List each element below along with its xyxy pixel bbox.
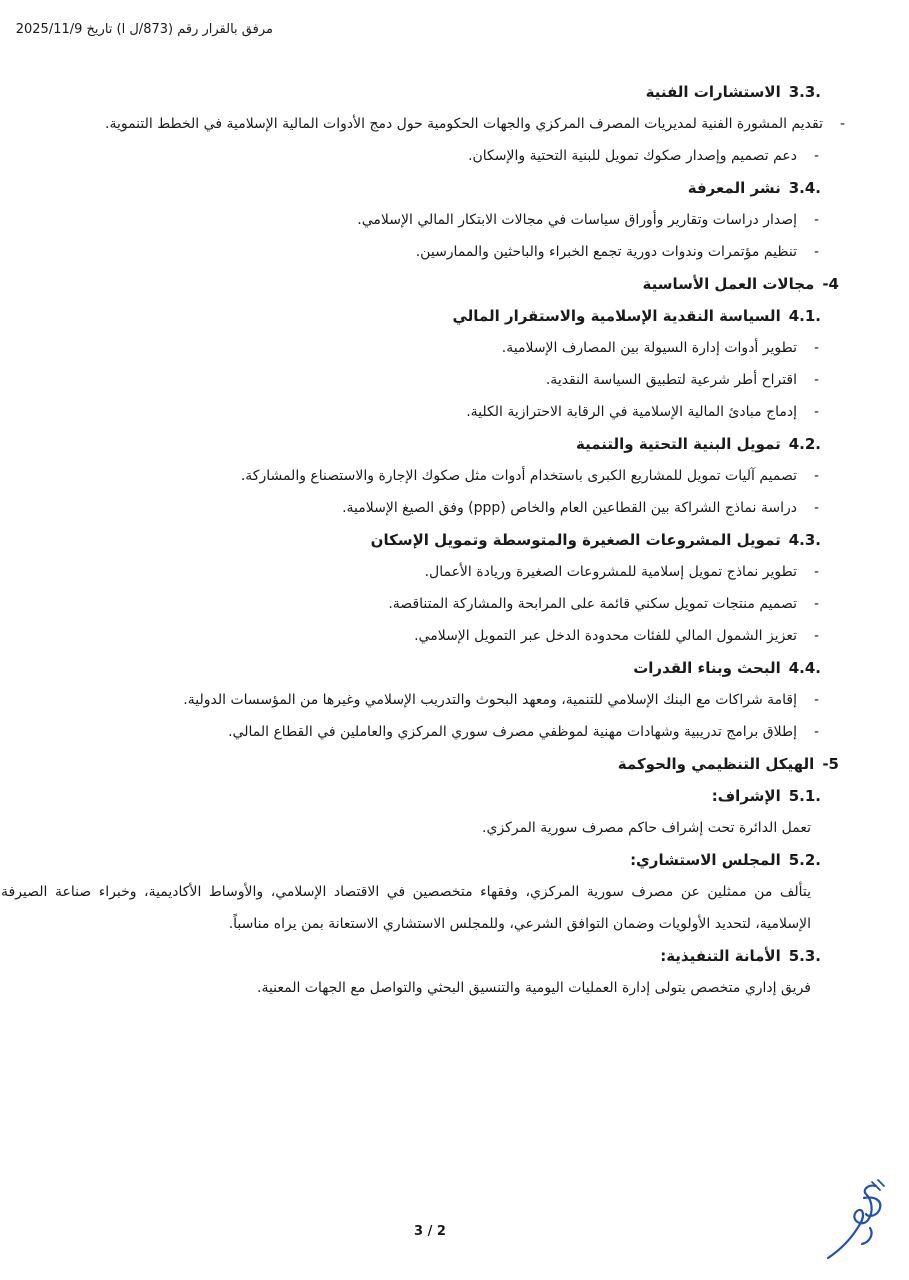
section-4-3-heading	[61, 524, 821, 556]
section-title: الإشراف:	[711, 787, 781, 805]
section-5-1-text: تعمل الدائرة تحت إشراف حاكم مصرف سورية المركزي.	[482, 820, 811, 836]
bullet-item: - تقديم المشورة الفنية لمديريات المصرف المركزي والجهات الحكومية حول دمج الأدوات المالية الإسلامية في الخطط التنموية.	[17, 108, 847, 140]
bullet-item: - تصميم منتجات تمويل سكني قائمة على المرابحة والمشاركة المتناقصة.	[61, 588, 821, 620]
bullet-item: - اقتراح أطر شرعية لتطبيق السياسة النقدية.	[61, 364, 821, 396]
bullet-item: - إطلاق برامج تدريبية وشهادات مهنية لموظفي مصرف سوري المركزي والعاملين في القطاع المالي.	[61, 716, 821, 748]
bullet-item: - إصدار دراسات وتقارير وأوراق سياسات في مجالات الابتكار المالي الإسلامي.	[61, 204, 821, 236]
section-number: 3.4.	[788, 179, 821, 197]
bullet-item: - إدماج مبادئ المالية الإسلامية في الرقابة الاحترازية الكلية.	[61, 396, 821, 428]
section-title: تمويل المشروعات الصغيرة والمتوسطة وتمويل الإسكان	[370, 531, 781, 549]
attachment-note: مرفق بالقرار رقم (873/ل ا) تاريخ 2025/11/9	[15, 22, 273, 37]
section-number: 4.3.	[788, 531, 821, 549]
section-title: تمويل البنية التحتية والتنمية	[576, 435, 781, 453]
bullet-item: - تنظيم مؤتمرات وندوات دورية تجمع الخبراء والباحثين والممارسين.	[61, 236, 821, 268]
section-title: الأمانة التنفيذية:	[660, 947, 781, 965]
handwritten-signature-icon	[822, 1178, 894, 1264]
bullet-item: - تطوير نماذج تمويل إسلامية للمشروعات الصغيرة وريادة الأعمال.	[61, 556, 821, 588]
section-number: -5	[822, 755, 839, 773]
section-5-heading	[61, 748, 839, 780]
section-5-2-heading	[61, 844, 821, 876]
bullet-item: - دعم تصميم وإصدار صكوك تمويل للبنية التحتية والإسكان.	[61, 140, 821, 172]
section-4-1-heading	[61, 300, 821, 332]
section-4-4-heading	[61, 652, 821, 684]
section-title: الهيكل التنظيمي والحوكمة	[617, 755, 815, 773]
section-number: 3.3.	[788, 83, 821, 101]
section-number: 5.2.	[788, 851, 821, 869]
section-3-3-heading	[61, 76, 821, 108]
section-title: مجالات العمل الأساسية	[642, 275, 815, 293]
section-number: 5.1.	[788, 787, 821, 805]
page-content	[1, 76, 839, 1004]
section-number: 4.4.	[788, 659, 821, 677]
section-5-3-heading	[61, 940, 821, 972]
section-number: 4.2.	[788, 435, 821, 453]
section-4-2-heading	[61, 428, 821, 460]
bullet-item: - تطوير أدوات إدارة السيولة بين المصارف الإسلامية.	[61, 332, 821, 364]
section-number: -4	[822, 275, 839, 293]
section-5-2-text: يتألف من ممثلين عن مصرف سورية المركزي، وفقهاء متخصصين في الاقتصاد الإسلامي، والأوساط الأكاديمية، وخبراء صناعة الصيرفة الإسلامية، لتحديد الأولويات وضمان التوافق الشرعي، وللمجلس الاستشاري الاستعانة بمن يراه مناسباً.	[1, 884, 811, 932]
section-3-4-heading	[61, 172, 821, 204]
bullet-item: - إقامة شراكات مع البنك الإسلامي للتنمية، ومعهد البحوث والتدريب الإسلامي وغيرها من المؤسسات الدولية.	[61, 684, 821, 716]
section-5-3-text: فريق إداري متخصص يتولى إدارة العمليات اليومية والتنسيق البحثي والتواصل مع الجهات المعنية.	[257, 980, 811, 996]
page-number: 3 / 2	[414, 1224, 446, 1239]
section-title: الاستشارات الفنية	[645, 83, 781, 101]
section-5-1-heading	[61, 780, 821, 812]
bullet-item: - تصميم آليات تمويل للمشاريع الكبرى باستخدام أدوات مثل صكوك الإجارة والاستصناع والمشاركة.	[61, 460, 821, 492]
section-4-heading	[61, 268, 839, 300]
bullet-item: - تعزيز الشمول المالي للفئات محدودة الدخل عبر التمويل الإسلامي.	[61, 620, 821, 652]
section-title: المجلس الاستشاري:	[630, 851, 781, 869]
bullet-item: - دراسة نماذج الشراكة بين القطاعين العام والخاص (ppp) وفق الصيغ الإسلامية.	[61, 492, 821, 524]
section-number: 4.1.	[788, 307, 821, 325]
section-number: 5.3.	[788, 947, 821, 965]
section-title: البحث وبناء القدرات	[633, 659, 781, 677]
section-title: نشر المعرفة	[687, 179, 781, 197]
section-title: السياسة النقدية الإسلامية والاستقرار المالي	[452, 307, 781, 325]
